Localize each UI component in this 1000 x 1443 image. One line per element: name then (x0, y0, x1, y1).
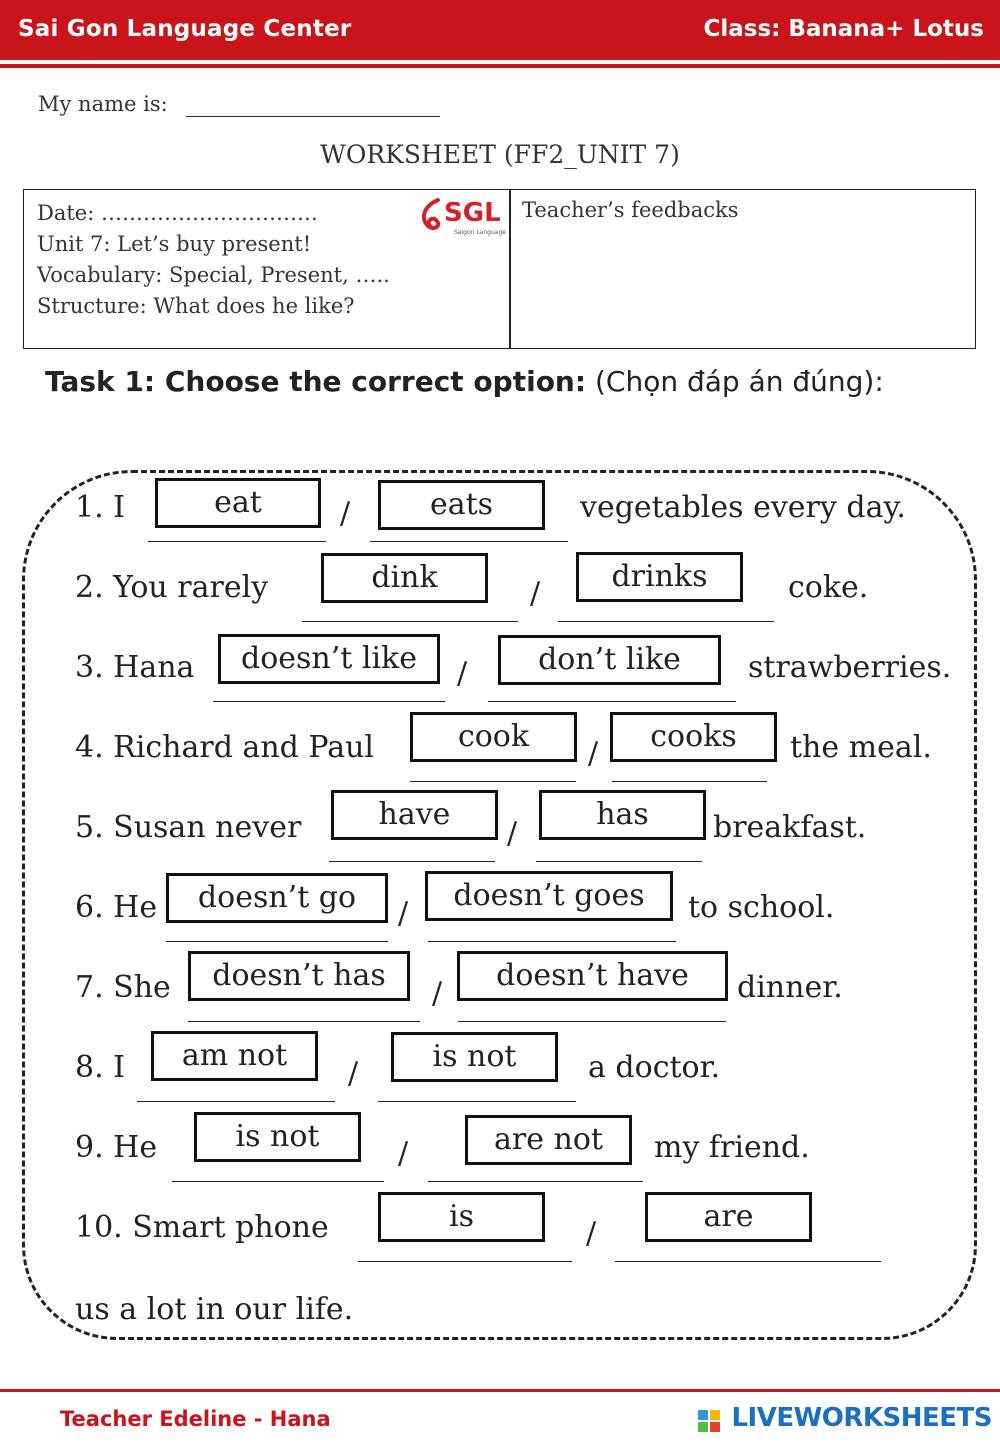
option-a-box[interactable]: cook (410, 712, 577, 762)
answer-blank-line (410, 780, 576, 782)
answer-blank-line (428, 1180, 643, 1182)
option-b-box[interactable]: are not (465, 1115, 632, 1165)
class-name: Class: Banana+ Lotus (703, 16, 984, 42)
option-b-box[interactable]: eats (378, 480, 545, 530)
answer-blank-line (302, 620, 518, 622)
answer-blank-line (458, 1020, 726, 1022)
name-field-line[interactable] (186, 116, 440, 117)
option-separator: / (588, 736, 599, 771)
option-b-box[interactable]: doesn’t have (457, 951, 728, 1001)
option-b-box[interactable]: has (539, 790, 706, 840)
answer-blank-line (172, 1180, 384, 1182)
sentence-prefix: 8. I (75, 1050, 126, 1085)
option-a-box[interactable]: am not (151, 1031, 318, 1081)
info-table-divider (509, 190, 511, 348)
sentence-suffix: breakfast. (713, 810, 867, 845)
sentence-prefix: 2. You rarely (75, 570, 269, 605)
sentence-prefix: 9. He (75, 1130, 158, 1165)
answer-blank-line (488, 700, 736, 702)
option-a-box[interactable]: doesn’t like (218, 634, 440, 684)
footer-divider (0, 1389, 1000, 1392)
sentence-suffix: coke. (788, 570, 869, 605)
name-label: My name is: (38, 92, 168, 116)
answer-blank-line (358, 1260, 572, 1262)
option-separator: / (586, 1216, 597, 1251)
sgl-swirl-icon (416, 196, 446, 236)
option-a-box[interactable]: have (331, 790, 498, 840)
sentence-prefix: 10. Smart phone (75, 1210, 329, 1245)
option-a-box[interactable]: eat (155, 478, 321, 528)
answer-blank-line (612, 780, 767, 782)
answer-blank-line (558, 620, 774, 622)
sentence-suffix: to school. (688, 890, 835, 925)
option-a-box[interactable]: is not (194, 1112, 361, 1162)
sgl-logo (414, 194, 510, 238)
option-separator: / (340, 496, 351, 531)
option-b-box[interactable]: are (645, 1192, 812, 1242)
task-title-rest: (Chọn đáp án đúng): (586, 365, 884, 398)
option-b-box[interactable]: is not (391, 1032, 558, 1082)
task-title-bold: Task 1: Choose the correct option: (45, 365, 587, 398)
worksheet-title: WORKSHEET (FF2_UNIT 7) (320, 140, 680, 169)
answer-blank-line (428, 940, 676, 942)
option-a-box[interactable]: is (378, 1192, 545, 1242)
answer-blank-line (148, 540, 326, 542)
sentence-prefix: 6. He (75, 890, 158, 925)
answer-blank-line (137, 1100, 335, 1102)
sentence-suffix: a doctor. (588, 1050, 721, 1085)
liveworksheets-icon (698, 1410, 720, 1432)
sentence-prefix: 1. I (75, 490, 126, 525)
vocabulary-line: Vocabulary: Special, Present, ….. (37, 263, 390, 287)
option-b-box[interactable]: cooks (610, 712, 777, 762)
answer-blank-line (166, 940, 388, 942)
sentence-suffix: my friend. (654, 1130, 810, 1165)
option-separator: / (398, 896, 409, 931)
liveworksheets-brand: LIVEWORKSHEETS (731, 1403, 992, 1433)
sentence-suffix: dinner. (737, 970, 843, 1005)
center-name: Sai Gon Language Center (18, 16, 352, 42)
sentence-suffix: strawberries. (748, 650, 952, 685)
answer-blank-line (329, 860, 495, 862)
task-title (45, 362, 945, 401)
option-b-box[interactable]: don’t like (498, 635, 721, 685)
option-separator: / (507, 816, 518, 851)
option-separator: / (530, 576, 541, 611)
sgl-logo-subtitle: Saigon Language (454, 229, 506, 236)
header-divider (0, 64, 1000, 68)
info-table (23, 189, 976, 349)
sentence-prefix: 5. Susan never (75, 810, 302, 845)
option-separator: / (348, 1056, 359, 1091)
answer-blank-line (213, 700, 445, 702)
sentence-prefix: 3. Hana (75, 650, 195, 685)
sentence-suffix: vegetables every day. (580, 490, 906, 525)
structure-line: Structure: What does he like? (37, 294, 355, 318)
answer-blank-line (536, 860, 702, 862)
sentence-prefix: 7. She (75, 970, 171, 1005)
sgl-logo-text: SGL (444, 198, 501, 228)
answer-blank-line (615, 1260, 881, 1262)
footer-teacher: Teacher Edeline - Hana (60, 1407, 331, 1431)
option-b-box[interactable]: doesn’t goes (425, 871, 673, 921)
answer-blank-line (370, 540, 568, 542)
sentence-suffix: the meal. (790, 730, 932, 765)
option-separator: / (398, 1136, 409, 1171)
date-line: Date: …………………………. (37, 201, 318, 225)
option-a-box[interactable]: doesn’t go (166, 873, 388, 923)
option-a-box[interactable]: doesn’t has (188, 951, 410, 1001)
teacher-feedback-label: Teacher’s feedbacks (522, 198, 739, 222)
option-separator: / (432, 976, 443, 1011)
option-separator: / (457, 656, 468, 691)
unit-line: Unit 7: Let’s buy present! (37, 232, 312, 256)
answer-blank-line (378, 1100, 576, 1102)
option-b-box[interactable]: drinks (576, 552, 743, 602)
sentence-prefix: 4. Richard and Paul (75, 730, 375, 765)
answer-blank-line (188, 1020, 420, 1022)
option-a-box[interactable]: dink (321, 553, 488, 603)
header-bar (0, 0, 1000, 60)
lesson-info (37, 198, 390, 322)
sentence-10-continuation: us a lot in our life. (75, 1292, 354, 1327)
